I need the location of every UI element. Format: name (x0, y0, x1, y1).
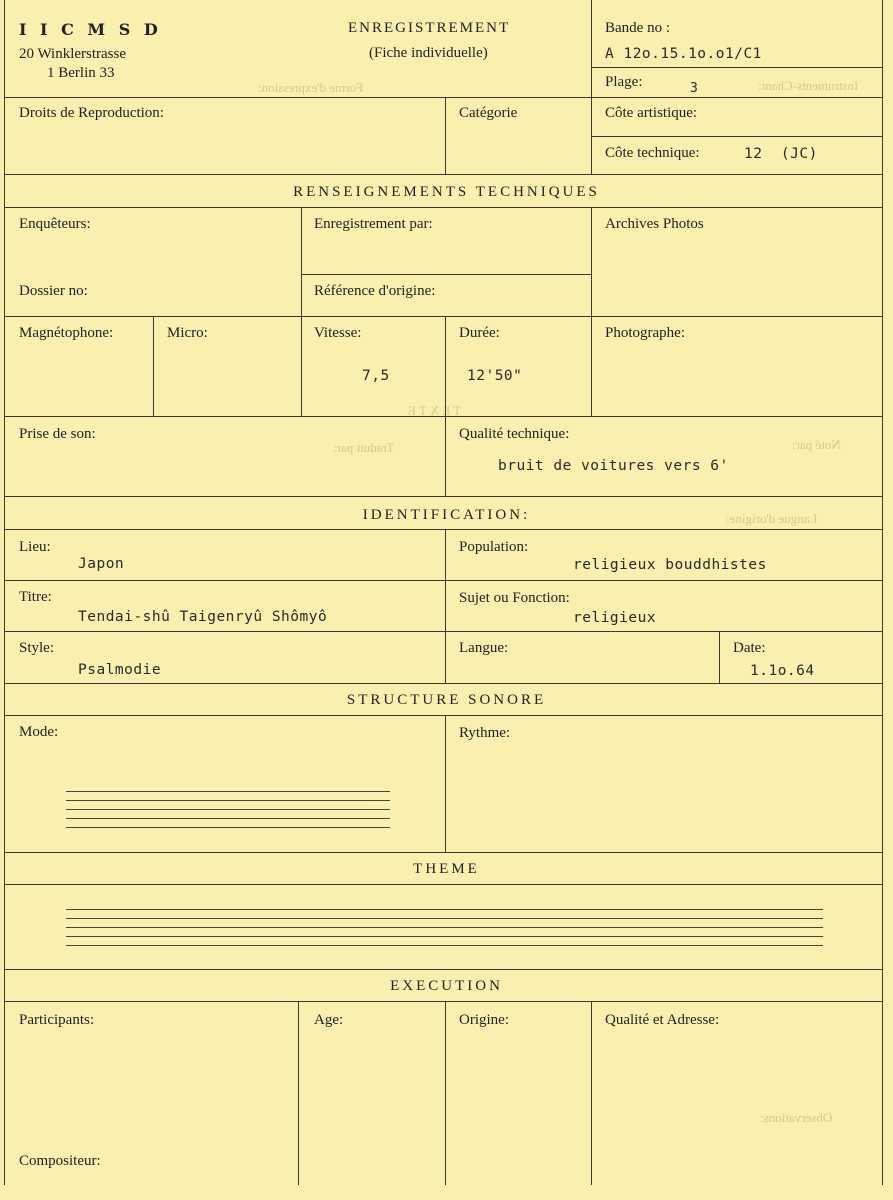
rule (4, 174, 882, 175)
ghost-texte: TEXTE (405, 403, 462, 418)
reference-label: Référence d'origine: (314, 283, 436, 299)
mode-staff-line (66, 818, 390, 819)
rule-v (445, 1001, 446, 1185)
plage-value: 3 (690, 81, 699, 96)
population-value: religieux bouddhistes (573, 557, 767, 573)
rule (4, 529, 882, 530)
lieu-label: Lieu: (19, 539, 51, 555)
ghost-traduit-par: Traduit par: (333, 440, 395, 455)
ghost-observations: Observations: (760, 1110, 833, 1125)
enqueteurs-label: Enquêteurs: (19, 216, 91, 232)
titre-label: Titre: (19, 589, 52, 605)
mode-staff-line (66, 791, 390, 792)
rule-v (301, 207, 302, 416)
rule (4, 496, 882, 497)
qualite-adresse-label: Qualité et Adresse: (605, 1012, 720, 1028)
lieu-value: Japon (78, 556, 125, 572)
rule (4, 631, 882, 632)
section-execution: EXECUTION (390, 978, 503, 994)
border-left (4, 0, 5, 1185)
section-techniques: RENSEIGNEMENTS TECHNIQUES (293, 184, 600, 200)
rule-v (719, 631, 720, 683)
section-structure: STRUCTURE SONORE (346, 692, 547, 708)
rule (4, 683, 882, 684)
compositeur-label: Compositeur: (19, 1153, 101, 1169)
rule (301, 274, 591, 275)
mode-staff-line (66, 827, 390, 828)
bande-value: A 12o.15.1o.o1/C1 (605, 46, 762, 62)
rule (4, 715, 882, 716)
rule (4, 852, 882, 853)
cote-technique-label: Côte technique: (605, 145, 700, 161)
age-label: Age: (314, 1012, 344, 1028)
theme-staff-line (66, 936, 823, 937)
vitesse-value: 7,5 (362, 368, 390, 384)
style-value: Psalmodie (78, 662, 162, 678)
rule-v (445, 97, 446, 174)
archives-photos-label: Archives Photos (605, 216, 704, 232)
border-right (882, 0, 883, 1185)
ghost-note-par: Noté par: (792, 437, 841, 452)
qualite-technique-value: bruit de voitures vers 6' (498, 458, 729, 474)
rule (4, 416, 882, 417)
rule-v (591, 1001, 592, 1185)
rule-v (591, 0, 592, 174)
rule-v (445, 316, 446, 496)
droits-label: Droits de Reproduction: (19, 105, 164, 121)
mode-label: Mode: (19, 724, 59, 740)
cote-technique-value: 12 (JC) (744, 146, 818, 162)
sujet-label: Sujet ou Fonction: (459, 590, 570, 606)
origine-label: Origine: (459, 1012, 509, 1028)
plage-label: Plage: (605, 74, 643, 90)
cote-artistique-label: Côte artistique: (605, 105, 698, 121)
vitesse-label: Vitesse: (314, 325, 362, 341)
magnetophone-label: Magnétophone: (19, 325, 114, 341)
rythme-label: Rythme: (459, 725, 511, 741)
population-label: Population: (459, 539, 529, 555)
rule (591, 136, 882, 137)
sujet-value: religieux (573, 610, 657, 626)
qualite-technique-label: Qualité technique: (459, 426, 570, 442)
enregistrement-par-label: Enregistrement par: (314, 216, 433, 232)
rule (4, 580, 882, 581)
page-title: ENREGISTREMENT (348, 20, 511, 36)
page-subtitle: (Fiche individuelle) (369, 45, 488, 61)
bande-label: Bande no : (605, 20, 670, 36)
ghost-forme: Forme d'expression: (258, 80, 364, 95)
rule (4, 97, 882, 98)
rule (4, 969, 882, 970)
langue-label: Langue: (459, 640, 509, 656)
style-label: Style: (19, 640, 55, 656)
categorie-label: Catégorie (459, 105, 518, 121)
date-value: 1.1o.64 (750, 663, 815, 679)
rule-v (445, 529, 446, 683)
ghost-langue-origine: Langue d'origine: (726, 511, 818, 526)
mode-staff-line (66, 809, 390, 810)
duree-label: Durée: (459, 325, 500, 341)
rule (4, 207, 882, 208)
rule (4, 1001, 882, 1002)
address-line-1: 20 Winklerstrasse (19, 46, 127, 62)
titre-value: Tendai-shû Taigenryû Shômyô (78, 609, 328, 625)
institute-logo: I I C M S D (19, 20, 162, 39)
rule (591, 67, 882, 68)
section-identification: IDENTIFICATION: (362, 507, 531, 523)
rule-v (153, 316, 154, 416)
photographe-label: Photographe: (605, 325, 685, 341)
theme-staff-line (66, 927, 823, 928)
rule (4, 884, 882, 885)
rule-v (445, 715, 446, 852)
rule-v (298, 1001, 299, 1185)
ghost-instruments: Instruments-Chant: (758, 78, 859, 93)
rule (4, 316, 882, 317)
prise-de-son-label: Prise de son: (19, 426, 96, 442)
theme-staff-line (66, 909, 823, 910)
rule-v (591, 207, 592, 416)
mode-staff-line (66, 800, 390, 801)
micro-label: Micro: (167, 325, 208, 341)
participants-label: Participants: (19, 1012, 94, 1028)
date-label: Date: (733, 640, 766, 656)
theme-staff-line (66, 945, 823, 946)
address-line-2: 1 Berlin 33 (47, 65, 115, 81)
section-theme: THEME (413, 861, 480, 877)
theme-staff-line (66, 918, 823, 919)
duree-value: 12'50" (467, 368, 523, 384)
dossier-label: Dossier no: (19, 283, 88, 299)
